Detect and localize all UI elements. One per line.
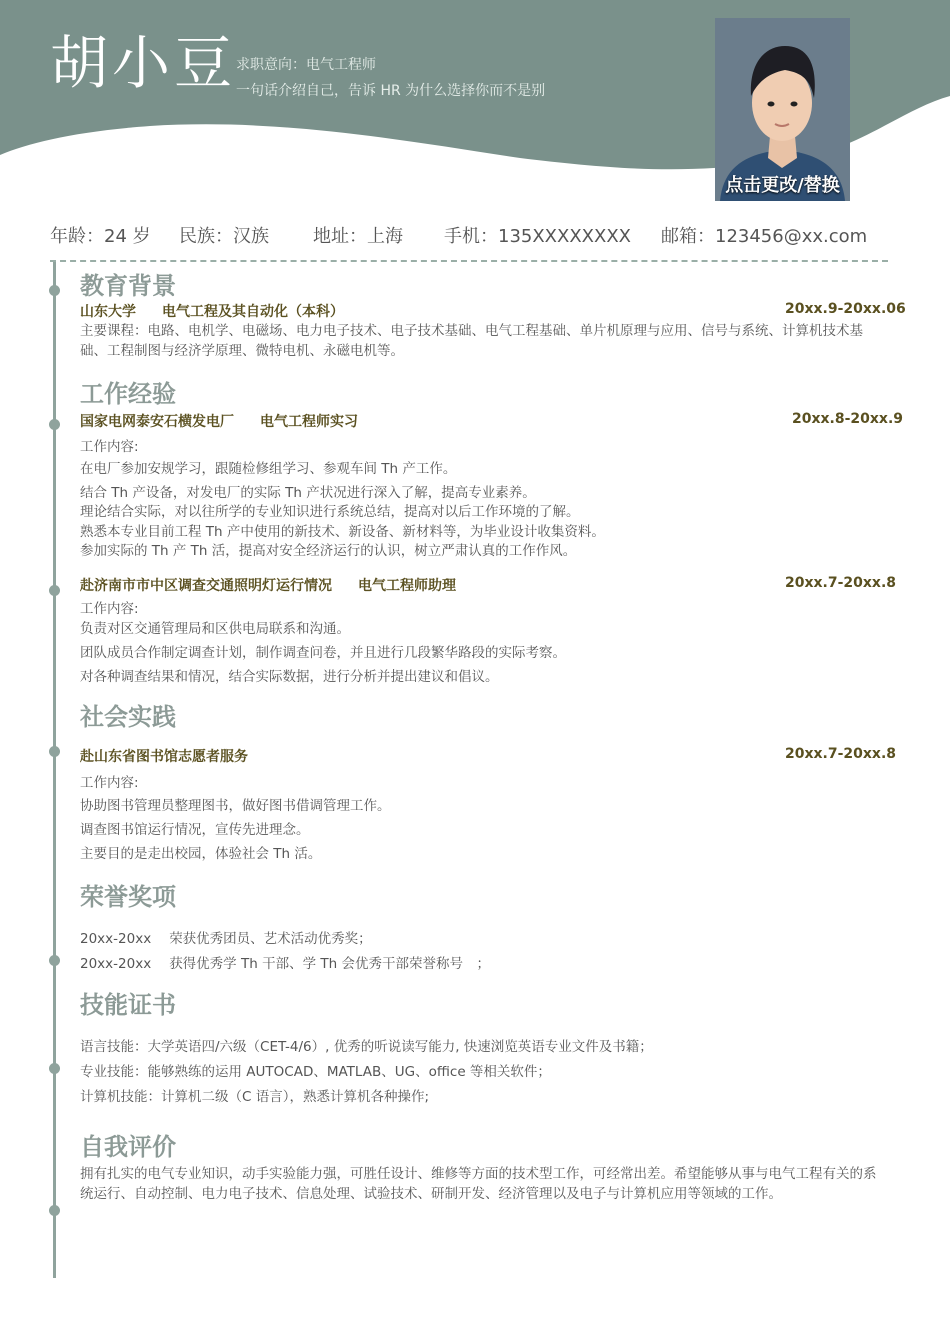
job1-company: 国家电网泰安石横发电厂	[80, 414, 234, 430]
practice-org: 赴山东省图书馆志愿者服务	[80, 749, 248, 765]
skill-item: 专业技能：能够熟练的运用 AUTOCAD、MATLAB、UG、office 等相关软件；	[80, 1064, 551, 1080]
job2-row	[80, 575, 456, 595]
honor-text: 荣获优秀团员、艺术活动优秀奖；	[169, 931, 372, 947]
honor-date: 20xx-20xx	[80, 956, 152, 972]
job1-item: 结合 Th 产设备，对发电厂的实际 Th 产状况进行深入了解，提高专业素养。	[80, 485, 536, 501]
timeline-dot	[49, 585, 60, 596]
timeline-dot	[49, 1205, 60, 1216]
timeline-dot	[49, 419, 60, 430]
job1-item: 理论结合实际，对以往所学的专业知识进行系统总结，提高对以后工作环境的了解。	[80, 504, 580, 520]
header-divider	[50, 260, 888, 262]
info-ethnicity: 民族：汉族	[179, 226, 269, 247]
job1-row	[80, 411, 358, 431]
section-title-education: 教育背景	[80, 272, 176, 300]
practice-item: 主要目的是走出校园，体验社会 Th 活。	[80, 846, 322, 862]
job1-date: 20xx.8-20xx.9	[792, 411, 904, 427]
section-title-work: 工作经验	[80, 380, 176, 408]
info-email: 邮箱：123456@xx.com	[661, 226, 868, 247]
info-phone: 手机：135XXXXXXXX	[444, 226, 632, 247]
job-target: 求职意向：电气工程师	[236, 57, 376, 73]
skill-item: 计算机技能：计算机二级（C 语言），熟悉计算机各种操作;	[80, 1089, 430, 1105]
job1-role: 电气工程师实习	[260, 414, 358, 430]
skill-item: 语言技能：大学英语四/六级（CET-4/6）, 优秀的听说读写能力, 快速浏览英语专业文件及书籍；	[80, 1039, 653, 1055]
education-major: 电气工程及其自动化（本科）	[162, 304, 344, 320]
practice-item: 协助图书管理员整理图书，做好图书借调管理工作。	[80, 798, 391, 814]
practice-label: 工作内容:	[80, 775, 139, 791]
honor-text: 获得优秀学 Th 干部、学 Th 会优秀干部荣誉称号 ；	[169, 956, 490, 972]
timeline-line	[53, 262, 56, 1278]
education-school: 山东大学	[80, 304, 136, 320]
job1-item: 熟悉本专业目前工程 Th 产中使用的新技术、新设备、新材料等，为毕业设计收集资料。	[80, 524, 605, 540]
timeline-dot	[49, 1063, 60, 1074]
job2-item: 对各种调查结果和情况，结合实际数据，进行分析并提出建议和倡议。	[80, 669, 499, 685]
section-title-skills: 技能证书	[80, 991, 176, 1019]
job2-role: 电气工程师助理	[358, 578, 456, 594]
honor-item	[80, 927, 372, 947]
timeline-dot	[49, 285, 60, 296]
self-intro-slogan: 一句话介绍自己，告诉 HR 为什么选择你而不是别	[236, 83, 546, 99]
job2-company: 赴济南市市中区调查交通照明灯运行情况	[80, 578, 332, 594]
info-address: 地址：上海	[313, 226, 403, 247]
section-title-practice: 社会实践	[80, 703, 176, 731]
self-evaluation-text: 拥有扎实的电气专业知识，动手实验能力强，可胜任设计、维修等方面的技术型工作，可经常出差。希望能够从事与电气工程有关的系统运行、自动控制、电力电子技术、信息处理、试验技术、研制开发、经济管理以及电子与计算机应用等领域的工作。	[80, 1166, 877, 1202]
change-photo-caption[interactable]: 点击更改/替换	[725, 175, 840, 196]
job2-item: 团队成员合作制定调查计划，制作调查问卷，并且进行几段繁华路段的实际考察。	[80, 645, 566, 661]
candidate-name: 胡小豆	[50, 29, 237, 97]
practice-item: 调查图书馆运行情况，宣传先进理念。	[80, 822, 310, 838]
practice-date: 20xx.7-20xx.8	[785, 746, 897, 762]
education-row	[80, 301, 344, 321]
job1-item: 参加实际的 Th 产 Th 活，提高对安全经济运行的认识，树立严肃认真的工作作风。	[80, 543, 577, 559]
timeline-dot	[49, 746, 60, 757]
job2-date: 20xx.7-20xx.8	[785, 575, 897, 591]
job2-item: 负责对区交通管理局和区供电局联系和沟通。	[80, 621, 350, 637]
info-age: 年龄：24 岁	[50, 226, 151, 247]
honor-item	[80, 952, 490, 972]
section-title-self-evaluation: 自我评价	[80, 1133, 176, 1161]
section-title-honors: 荣誉奖项	[80, 883, 176, 911]
job1-label: 工作内容:	[80, 439, 139, 455]
timeline-dot	[49, 955, 60, 966]
education-courses: 主要课程：电路、电机学、电磁场、电力电子技术、电子技术基础、电气工程基础、单片机原理与应用、信号与系统、计算机技术基础、工程制图与经济学原理、微特电机、永磁电机等。	[80, 323, 863, 359]
honor-date: 20xx-20xx	[80, 931, 152, 947]
job2-label: 工作内容:	[80, 601, 139, 617]
education-date: 20xx.9-20xx.06	[785, 301, 906, 317]
job1-item: 在电厂参加安规学习，跟随检修组学习、参观车间 Th 产工作。	[80, 461, 457, 477]
profile-photo[interactable]	[715, 18, 850, 201]
